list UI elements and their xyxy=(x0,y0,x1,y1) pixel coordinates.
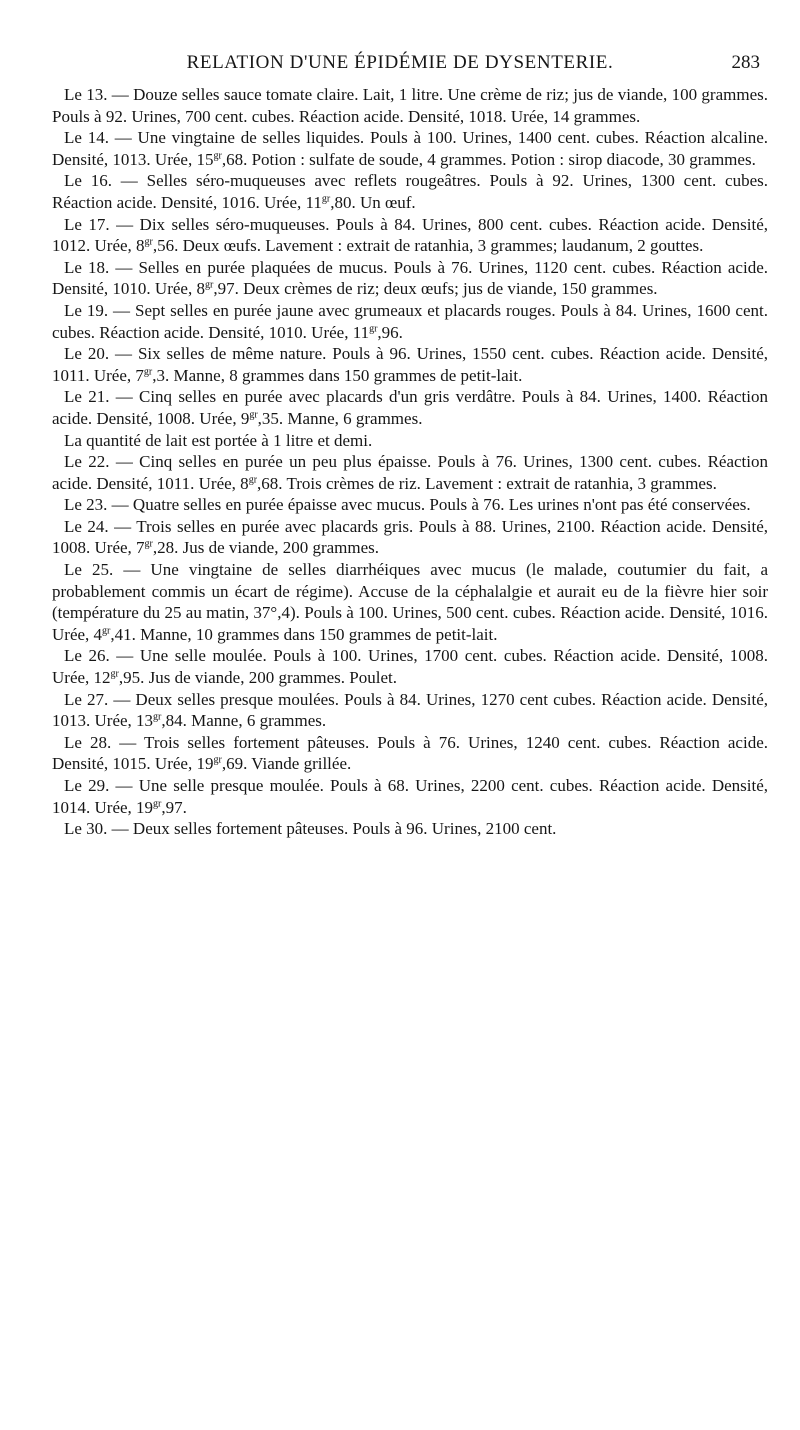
entry-paragraph: Le 19. — Sept selles en purée jaune avec grumeaux et placards rouges. Pouls à 84. Urines, 1600 cent. cubes. Réaction acide. Densité, 1010. Urée, $11^{gr},96$. xyxy=(52,300,768,342)
running-title: RELATION D'UNE ÉPIDÉMIE DE DYSENTERIE. xyxy=(186,52,614,73)
page-body xyxy=(52,84,768,840)
entry-paragraph: Le 16. — Selles séro-muqueuses avec reflets rougeâtres. Pouls à 92. Urines, 1300 cent. cubes. Réaction acide. Densité, 1016. Urée, $11^{gr},80$. Un œuf. xyxy=(52,171,768,212)
entry-paragraph: Le 22. — Cinq selles en purée un peu plus épaisse. Pouls à 76. Urines, 1300 cent. cubes. Réaction acide. Densité, 1011. Urée, $8^{gr},68$. Trois crèmes de riz. Lavement : extrait de ratanhia, 3 grammes. xyxy=(52,452,768,493)
entry-paragraph: Le 25. — Une vingtaine de selles diarrhéiques avec mucus (le malade, coutumier du fait, a probablement commis un écart de régime). Accuse de la céphalalgie et aurait eu de la fièvre hier soir (température du 25 au matin, 37°,4). Pouls à 100. Urines, 500 cent. cubes. Réaction acide. Densité, 1016. Urée, $4^{gr},41$. Manne, 10 grammes dans 150 grammes de petit-lait. xyxy=(52,560,768,644)
page-header xyxy=(0,52,800,80)
entry-paragraph: Le 18. — Selles en purée plaquées de mucus. Pouls à 76. Urines, 1120 cent. cubes. Réaction acide. Densité, 1010. Urée, $8^{gr},97$. Deux crèmes de riz; deux œufs; jus de viande, 150 grammes. xyxy=(52,257,768,299)
page-number: 283 xyxy=(731,52,760,73)
entry-paragraph: Le 28. — Trois selles fortement pâteuses. Pouls à 76. Urines, 1240 cent. cubes. Réaction acide. Densité, 1015. Urée, $19^{gr},69$. Viande grillée. xyxy=(52,732,768,774)
entry-paragraph: Le 13. — Douze selles sauce tomate claire. Lait, 1 litre. Une crème de riz; jus de viande, 100 grammes. Pouls à 92. Urines, 700 cent. cubes. Réaction acide. Densité, 1018. Urée, 14 grammes. xyxy=(52,85,768,126)
entry-paragraph: Le 17. — Dix selles séro-muqueuses. Pouls à 84. Urines, 800 cent. cubes. Réaction acide. Densité, 1012. Urée, $8^{gr},56$. Deux œufs. Lavement : extrait de ratanhia, 3 grammes; laudanum, 2 gouttes. xyxy=(52,214,768,256)
entry-paragraph: Le 23. — Quatre selles en purée épaisse avec mucus. Pouls à 76. Les urines n'ont pas été conservées. xyxy=(64,495,751,515)
entry-paragraph: Le 26. — Une selle moulée. Pouls à 100. Urines, 1700 cent. cubes. Réaction acide. Densité, 1008. Urée, $12^{gr},95$. Jus de viande, 200 grammes. Poulet. xyxy=(52,646,768,688)
entry-paragraph: Le 24. — Trois selles en purée avec placards gris. Pouls à 88. Urines, 2100. Réaction acide. Densité, 1008. Urée, $7^{gr},28$. Jus de viande, 200 grammes. xyxy=(52,516,768,558)
entry-paragraph: Le 27. — Deux selles presque moulées. Pouls à 84. Urines, 1270 cent cubes. Réaction acide. Densité, 1013. Urée, $13^{gr},84$. Manne, 6 grammes. xyxy=(52,689,768,731)
entry-paragraph: Le 21. — Cinq selles en purée avec placards d'un gris verdâtre. Pouls à 84. Urines, 1400. Réaction acide. Densité, 1008. Urée, $9^{gr},35$. Manne, 6 grammes. xyxy=(52,387,768,428)
entry-paragraph: Le 14. — Une vingtaine de selles liquides. Pouls à 100. Urines, 1400 cent. cubes. Réaction alcaline. Densité, 1013. Urée, $15^{gr},68$. Potion : sulfate de soude, 4 grammes. Potion : sirop diacode, 30 grammes. xyxy=(52,128,768,169)
entry-paragraph: Le 30. — Deux selles fortement pâteuses. Pouls à 96. Urines, 2100 cent. xyxy=(64,819,557,839)
entry-paragraph: Le 29. — Une selle presque moulée. Pouls à 68. Urines, 2200 cent. cubes. Réaction acide. Densité, 1014. Urée, $19^{gr},97$. xyxy=(52,776,768,817)
entry-paragraph: La quantité de lait est portée à 1 litre et demi. xyxy=(64,430,373,450)
entry-paragraph: Le 20. — Six selles de même nature. Pouls à 96. Urines, 1550 cent. cubes. Réaction acide. Densité, 1011. Urée, $7^{gr},3$. Manne, 8 grammes dans 150 grammes de petit-lait. xyxy=(52,344,768,385)
